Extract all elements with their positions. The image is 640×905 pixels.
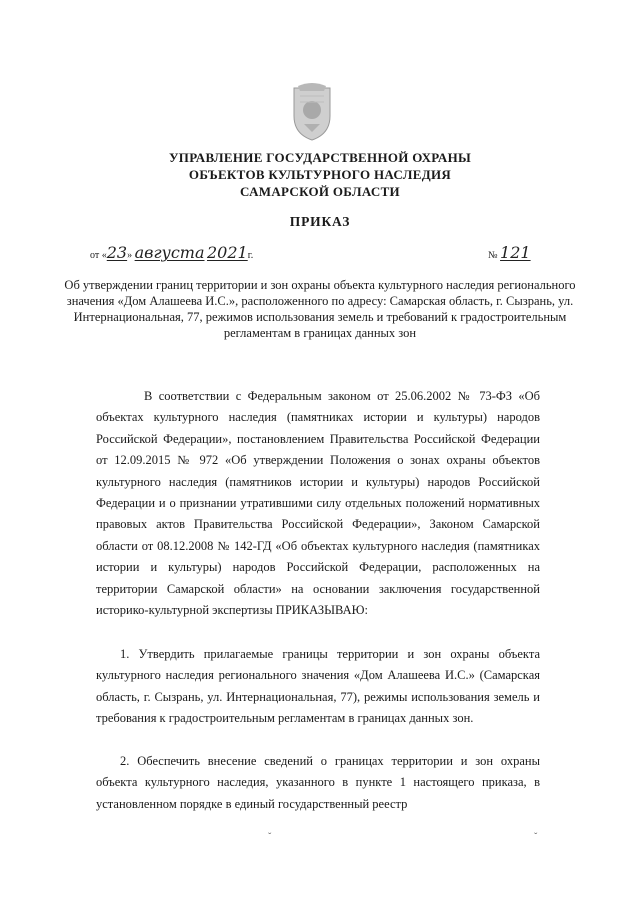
coat-of-arms-emblem xyxy=(288,82,336,142)
preamble-paragraph: В соответствии с Федеральным законом от 25.06.2002 № 73-ФЗ «Об объектах культурного наследия (памятниках истории и культуры) народов Российской Федерации», постановлением Правительства Российской Федерации от 12.09.2015 № 972 «Об утверждении Положения о зонах охраны объектов культурного наследия (памятников истории и культуры) народов Российской Федерации и о признании утратившими силу отдельных положений нормативных правовых актов Правительства Российской Федерации», Законом Самарской области от 08.12.2008 № 142-ГД «Об объектах культурного наследия (памятниках истории и культуры) народов Российской Федерации, расположенных на территории Самарской области» на основании заключения государственной историко-культурной экспертизы ПРИКАЗЫВАЮ: xyxy=(96,389,540,618)
document-title: Об утверждении границ территории и зон охраны объекта культурного наследия регионального значения «Дом Алашеева И.С.», расположенного по адресу: Самарская область, г. Сызрань, ул. Интернациональная, 77, режимов использования земель и требований к градостроительным регламентам в границах данных зон xyxy=(64,278,576,340)
footer-mark-left: ˇ xyxy=(268,832,272,843)
number-prefix: № xyxy=(488,250,498,261)
date-prefix: от « xyxy=(90,250,107,261)
org-name-line-2: ОБЪЕКТОВ КУЛЬТУРНОГО НАСЛЕДИЯ xyxy=(188,167,452,182)
date-day: 23 xyxy=(106,243,128,262)
number-value: 121 xyxy=(500,243,531,262)
order-item-1: 1. Утвердить прилагаемые границы территории и зон охраны объекта культурного наследия регионального значения «Дом Алашеева И.С.» (Самарская область, г. Сызрань, ул. Интернациональная, 77), режимы использования земель и требования к градостроительным регламентам в границах данных зон. xyxy=(96,647,540,726)
date-suffix: г. xyxy=(247,250,254,261)
date-mid: » xyxy=(127,250,133,261)
document-date xyxy=(90,243,253,262)
document-number xyxy=(488,243,531,262)
date-month: августа xyxy=(134,243,205,262)
org-name-line-3: САМАРСКОЙ ОБЛАСТИ xyxy=(240,184,400,199)
footer-mark-right: ˇ xyxy=(534,832,538,843)
date-year: 2021 xyxy=(207,243,248,262)
org-name-line-1: УПРАВЛЕНИЕ ГОСУДАРСТВЕННОЙ ОХРАНЫ xyxy=(168,150,472,165)
document-type-heading: ПРИКАЗ xyxy=(289,214,351,229)
order-item-2: 2. Обеспечить внесение сведений о границах территории и зон охраны объекта культурного наследия, указанного в пункте 1 настоящего приказа, в установленном порядке в единый государственный реестр xyxy=(96,754,540,811)
